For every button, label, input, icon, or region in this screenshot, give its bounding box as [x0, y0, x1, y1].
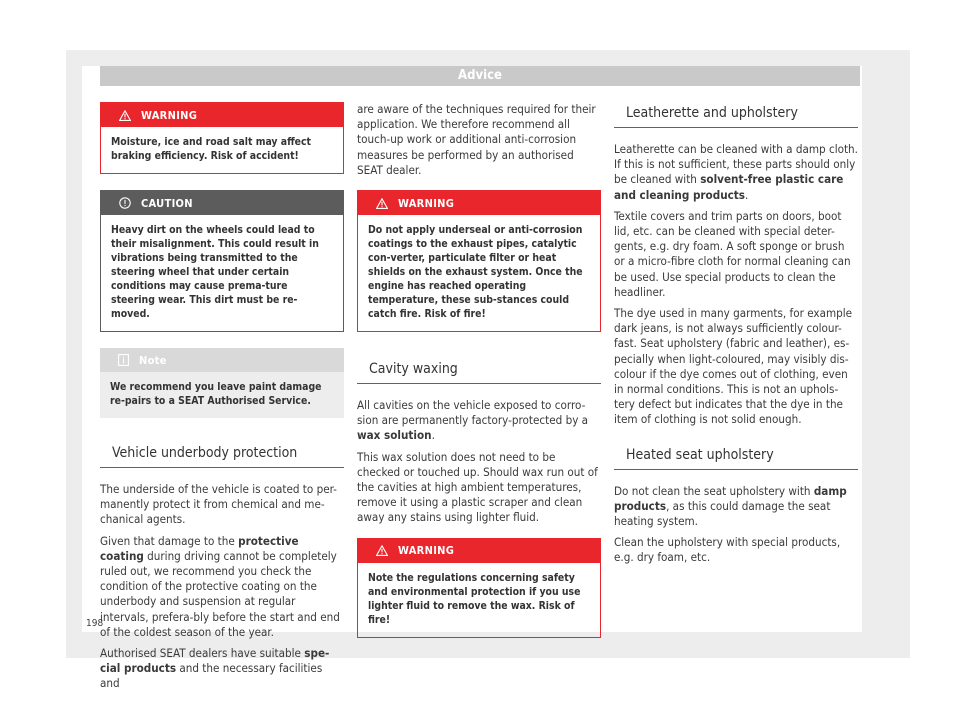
caution-text: Heavy dirt on the wheels could lead to their misalignment. This could result in vibrations being transmitted to the steering wheel that under certain conditions may cause prema-ture steering wear. This dirt must be re-moved. — [111, 224, 319, 320]
caution-circle-icon — [119, 197, 131, 209]
paragraph: Clean the upholstery with special products, e.g. dry foam, etc. — [614, 535, 841, 565]
page-number: 198 — [86, 618, 104, 629]
note-label: Note — [139, 353, 167, 367]
note-box — [100, 348, 344, 418]
warning-text: Do not apply underseal or anti-corrosion coatings to the exhaust pipes, catalytic con-verter, particulate filter or heat shields on the exhaust system. Once the engine has reached operating temperature, these sub-stances could catch fire. Risk of fire! — [368, 224, 583, 321]
paragraph: This wax solution does not need to be checked or touched up. Should wax run out of the cavities at high ambient temperatures, remove it using a plastic scraper and clean away any stains using lighter fluid. — [357, 449, 598, 525]
paragraph: Authorised SEAT dealers have suitable spe-cial products and the necessary facilities and — [100, 646, 330, 691]
info-icon — [118, 354, 129, 366]
paragraph: All cavities on the vehicle exposed to corro-sion are permanently factory-protected by a wax solution. — [357, 398, 589, 443]
warning-box — [357, 538, 601, 638]
paragraph: are aware of the techniques required for their application. We therefore recommend all touch-up work or additional anti-corrosion measures be performed by an authorised SEAT dealer. — [357, 102, 596, 177]
caution-box — [100, 190, 344, 332]
column-1 — [100, 102, 344, 698]
section-title-underbody: Vehicle underbody protection — [100, 442, 344, 468]
warning-box — [357, 190, 601, 332]
section-title-heated-seat: Heated seat upholstery — [614, 444, 858, 470]
section-title-cavity-waxing: Cavity waxing — [357, 358, 601, 384]
warning-label: WARNING — [398, 196, 455, 210]
warning-header — [358, 539, 600, 563]
warning-triangle-icon — [376, 198, 388, 209]
warning-triangle-icon — [376, 545, 388, 556]
paragraph: Given that damage to the protective coating during driving cannot be completely ruled out, we recommend you check the condition of the protective coating on the underbody and suspension at regular intervals, prefera-bly before the start and end of the coldest season of the year. — [100, 533, 340, 639]
warning-header — [358, 191, 600, 215]
caution-label: CAUTION — [141, 196, 193, 210]
paragraph: The underside of the vehicle is coated to per-manently protect it from chemical and me-chanical agents. — [100, 482, 337, 527]
section-title-leatherette: Leatherette and upholstery — [614, 102, 858, 128]
paragraph: Leatherette can be cleaned with a damp cloth. If this is not sufficient, these parts should only be cleaned with solvent-free plastic care and cleaning products. — [614, 142, 858, 202]
column-2 — [357, 102, 601, 654]
note-header — [100, 348, 344, 372]
warning-text: Note the regulations concerning safety and environmental protection if you use lighter fluid to remove the wax. Risk of fire! — [368, 571, 581, 626]
warning-label: WARNING — [141, 108, 198, 122]
warning-label: WARNING — [398, 544, 455, 558]
warning-box — [100, 102, 344, 174]
paragraph: Textile covers and trim parts on doors, boot lid, etc. can be cleaned with special deter-gents, e.g. dry foam. A soft sponge or brush or a micro-fibre cloth for normal cleaning can be used. Use special products to clean the headliner. — [614, 208, 851, 299]
warning-text: Moisture, ice and road salt may affect braking efficiency. Risk of accident! — [111, 136, 312, 162]
column-3 — [614, 102, 858, 572]
warning-header — [101, 103, 343, 127]
paragraph: The dye used in many garments, for example dark jeans, is not always sufficiently colour-fast. Seat upholstery (fabric and leather), es-pecially when light-coloured, may visibly dis-colour if the dye comes out of clothing, even in normal conditions. This is not an uphols-tery defect but indicates that the dye in the item of clothing is not solid enough. — [614, 306, 853, 427]
chapter-header: Advice — [100, 66, 860, 86]
caution-header — [101, 191, 343, 215]
warning-triangle-icon — [119, 110, 131, 121]
paragraph: Do not clean the seat upholstery with damp products, as this could damage the seat heating system. — [614, 483, 847, 529]
note-text: We recommend you leave paint damage re-pairs to a SEAT Authorised Service. — [110, 381, 322, 407]
